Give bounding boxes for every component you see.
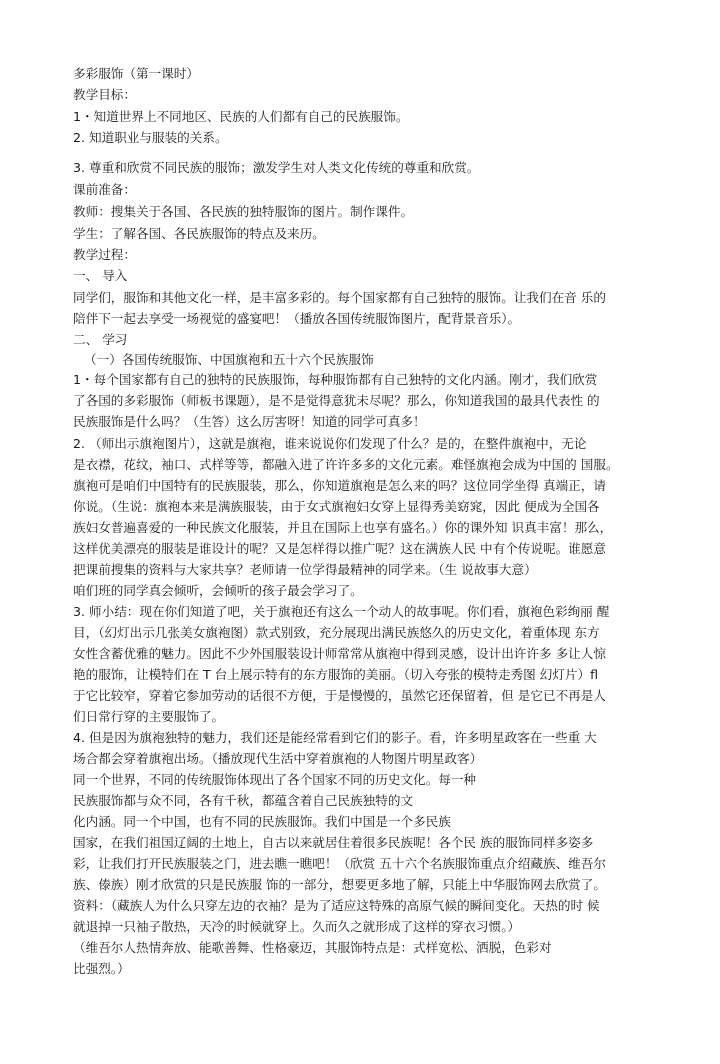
doc-title: 多彩服饰（第一课时）: [73, 66, 199, 81]
text-line: （维吾尔人热情奔放、能歌善舞、性格豪迈，其服饰特点是：式样宽松、洒脱，色彩对: [73, 940, 552, 955]
text-line: [73, 980, 712, 999]
text-line: 了各国的多彩服饰（师板书课题），是不是觉得意犹未尽呢？那么，你知道我国的最具代表性 的: [73, 393, 600, 408]
text-line: 民族服饰是什么吗？（生答）这么厉害呀！知道的同学可真多！: [73, 414, 426, 429]
text-line: 比强烈。）: [73, 961, 130, 976]
goal-2: 2. 知道职业与服装的关系。: [73, 130, 228, 145]
text-line: 族、傣族）刚才欣赏的只是民族服 饰的一部分，想要更多地了解，只能上中华服饰网去欣赏了。: [73, 877, 606, 892]
prep-teacher: 教师：搜集关于各国、各民族的独特服饰的图片。制作课件。: [73, 204, 414, 219]
text-line: 就退掉一只袖子散热，天冷的时候就穿上。久而久之就形成了这样的穿衣习惯。）: [73, 919, 521, 934]
text-line: 们日常行穿的主要服饰了。: [73, 709, 225, 724]
heading-process: 教学过程：: [73, 247, 136, 262]
text-line: 4. 但是因为旗袍独特的魅力，我们还是能经常看到它们的影子。看，许多明星政客在一些重 大: [73, 730, 597, 745]
text-line: 化内涵。同一个中国，也有不同的民族服饰。我们中国是一个多民族: [73, 814, 451, 829]
goal-3: 3. 尊重和欣赏不同民族的服饰；激发学生对人类文化传统的尊重和欣赏。: [73, 160, 480, 175]
text-line: 民族服饰都与众不同，各有千秋，都蕴含着自己民族独特的文: [73, 793, 414, 808]
text-line: 咱们班的同学真会倾听，会倾听的孩子最会学习了。: [73, 583, 363, 598]
text-line: 这样优美漂亮的服装是谁设计的呢？又是怎样得以推广呢？这在满族人民 中有个传说呢。谁愿意: [73, 541, 606, 556]
goal-1: 1・知道世界上不同地区、民族的人们都有自己的民族服饰。: [73, 109, 409, 124]
text-line: 于它比较窄，穿着它参加劳动的话很不方便，于是慢慢的，虽然它还保留着，但 是它已不再是人: [73, 688, 606, 703]
prep-student: 学生：了解各国、各民族服饰的特点及来历。: [73, 226, 325, 241]
text-line: 族妇女普遍喜爱的一种民族文化服装，并且在国际上也享有盛名。）你的课外知 识真丰富！那么，: [73, 520, 613, 535]
text-line: 陪伴下一起去享受一场视觉的盛宴吧！（播放各国传统服饰图片，配背景音乐）。: [73, 311, 521, 326]
text-line: 旗袍可是咱们中国特有的民族服装，那么，你知道旗袍是怎么来的吗？这位同学坐得 真端正，请: [73, 478, 606, 493]
text-line: 目，（幻灯出示几张美女旗袍图）款式别致，充分展现出满民族悠久的历史文化，着重体现 东方: [73, 625, 600, 640]
text-line: 2. （师出示旗袍图片），这就是旗袍，谁来说说你们发现了什么？是的，在整件旗袍中，无论: [73, 436, 587, 451]
text-line: 3. 师小结：现在你们知道了吧，关于旗袍还有这么一个动人的故事呢。你们看，旗袍色彩绚丽 醒: [73, 604, 610, 619]
text-line: 是衣襟，花纹，袖口、式样等等，都融入进了许许多多的文化元素。难怪旗袍会成为中国的 国服。: [73, 457, 619, 472]
section-learning: 二、 学习: [73, 332, 128, 347]
text-line: 同学们，服饰和其他文化一样，是丰富多彩的。每个国家都有自己独特的服饰。让我们在音 乐的: [73, 290, 606, 305]
text-line: 彩，让我们打开民族服装之门，进去瞧一瞧吧！（欣赏 五十六个名族服饰重点介绍藏族、维吾尔: [73, 856, 606, 871]
text-line: 场合都会穿着旗袍出场。（播放现代生活中穿着旗袍的人物图片明星政客）: [73, 751, 483, 766]
text-line: 1・每个国家都有自己的独特的民族服饰，每种服饰都有自己独特的文化内涵。刚才，我们欣赏: [73, 372, 598, 387]
text-line: 同一个世界，不同的传统服饰体现出了各个国家不同的历史文化。每一种: [73, 772, 476, 787]
heading-teaching-goals: 教学目标：: [73, 87, 136, 102]
text-line: 女性含蓄优雅的魅力。因此不少外国服装设计师常常从旗袍中得到灵感，设计出许许多 多让人惊: [73, 646, 606, 661]
text-line: 资料：（藏族人为什么只穿左边的衣袖？是为了适应这特殊的高原气候的瞬间变化。天热的时 候: [73, 898, 600, 913]
section-intro: 一、 导入: [73, 268, 128, 283]
text-line: 把课前搜集的资料与大家共享？老师请一位学得最精神的同学来。（生 说故事大意）: [73, 562, 537, 577]
text-line: 你说。（生说：旗袍本来是满族服装，由于女式旗袍妇女穿上显得秀美窈窕，因此 便成为全国各: [73, 499, 600, 514]
subsection-heading: （一）各国传统服饰、中国旗袍和五十六个民族服饰: [84, 352, 374, 367]
text-line: 国家，在我们祖国辽阔的土地上，自古以来就居住着很多民族呢！各个民 族的服饰同样多姿多: [73, 835, 594, 850]
text-line: 艳的服饰，让模特们在 T 台上展示特有的东方服饰的美丽。（切入夸张的模特走秀图 幻灯片）fl: [73, 667, 599, 682]
heading-preparation: 课前准备：: [73, 182, 136, 197]
